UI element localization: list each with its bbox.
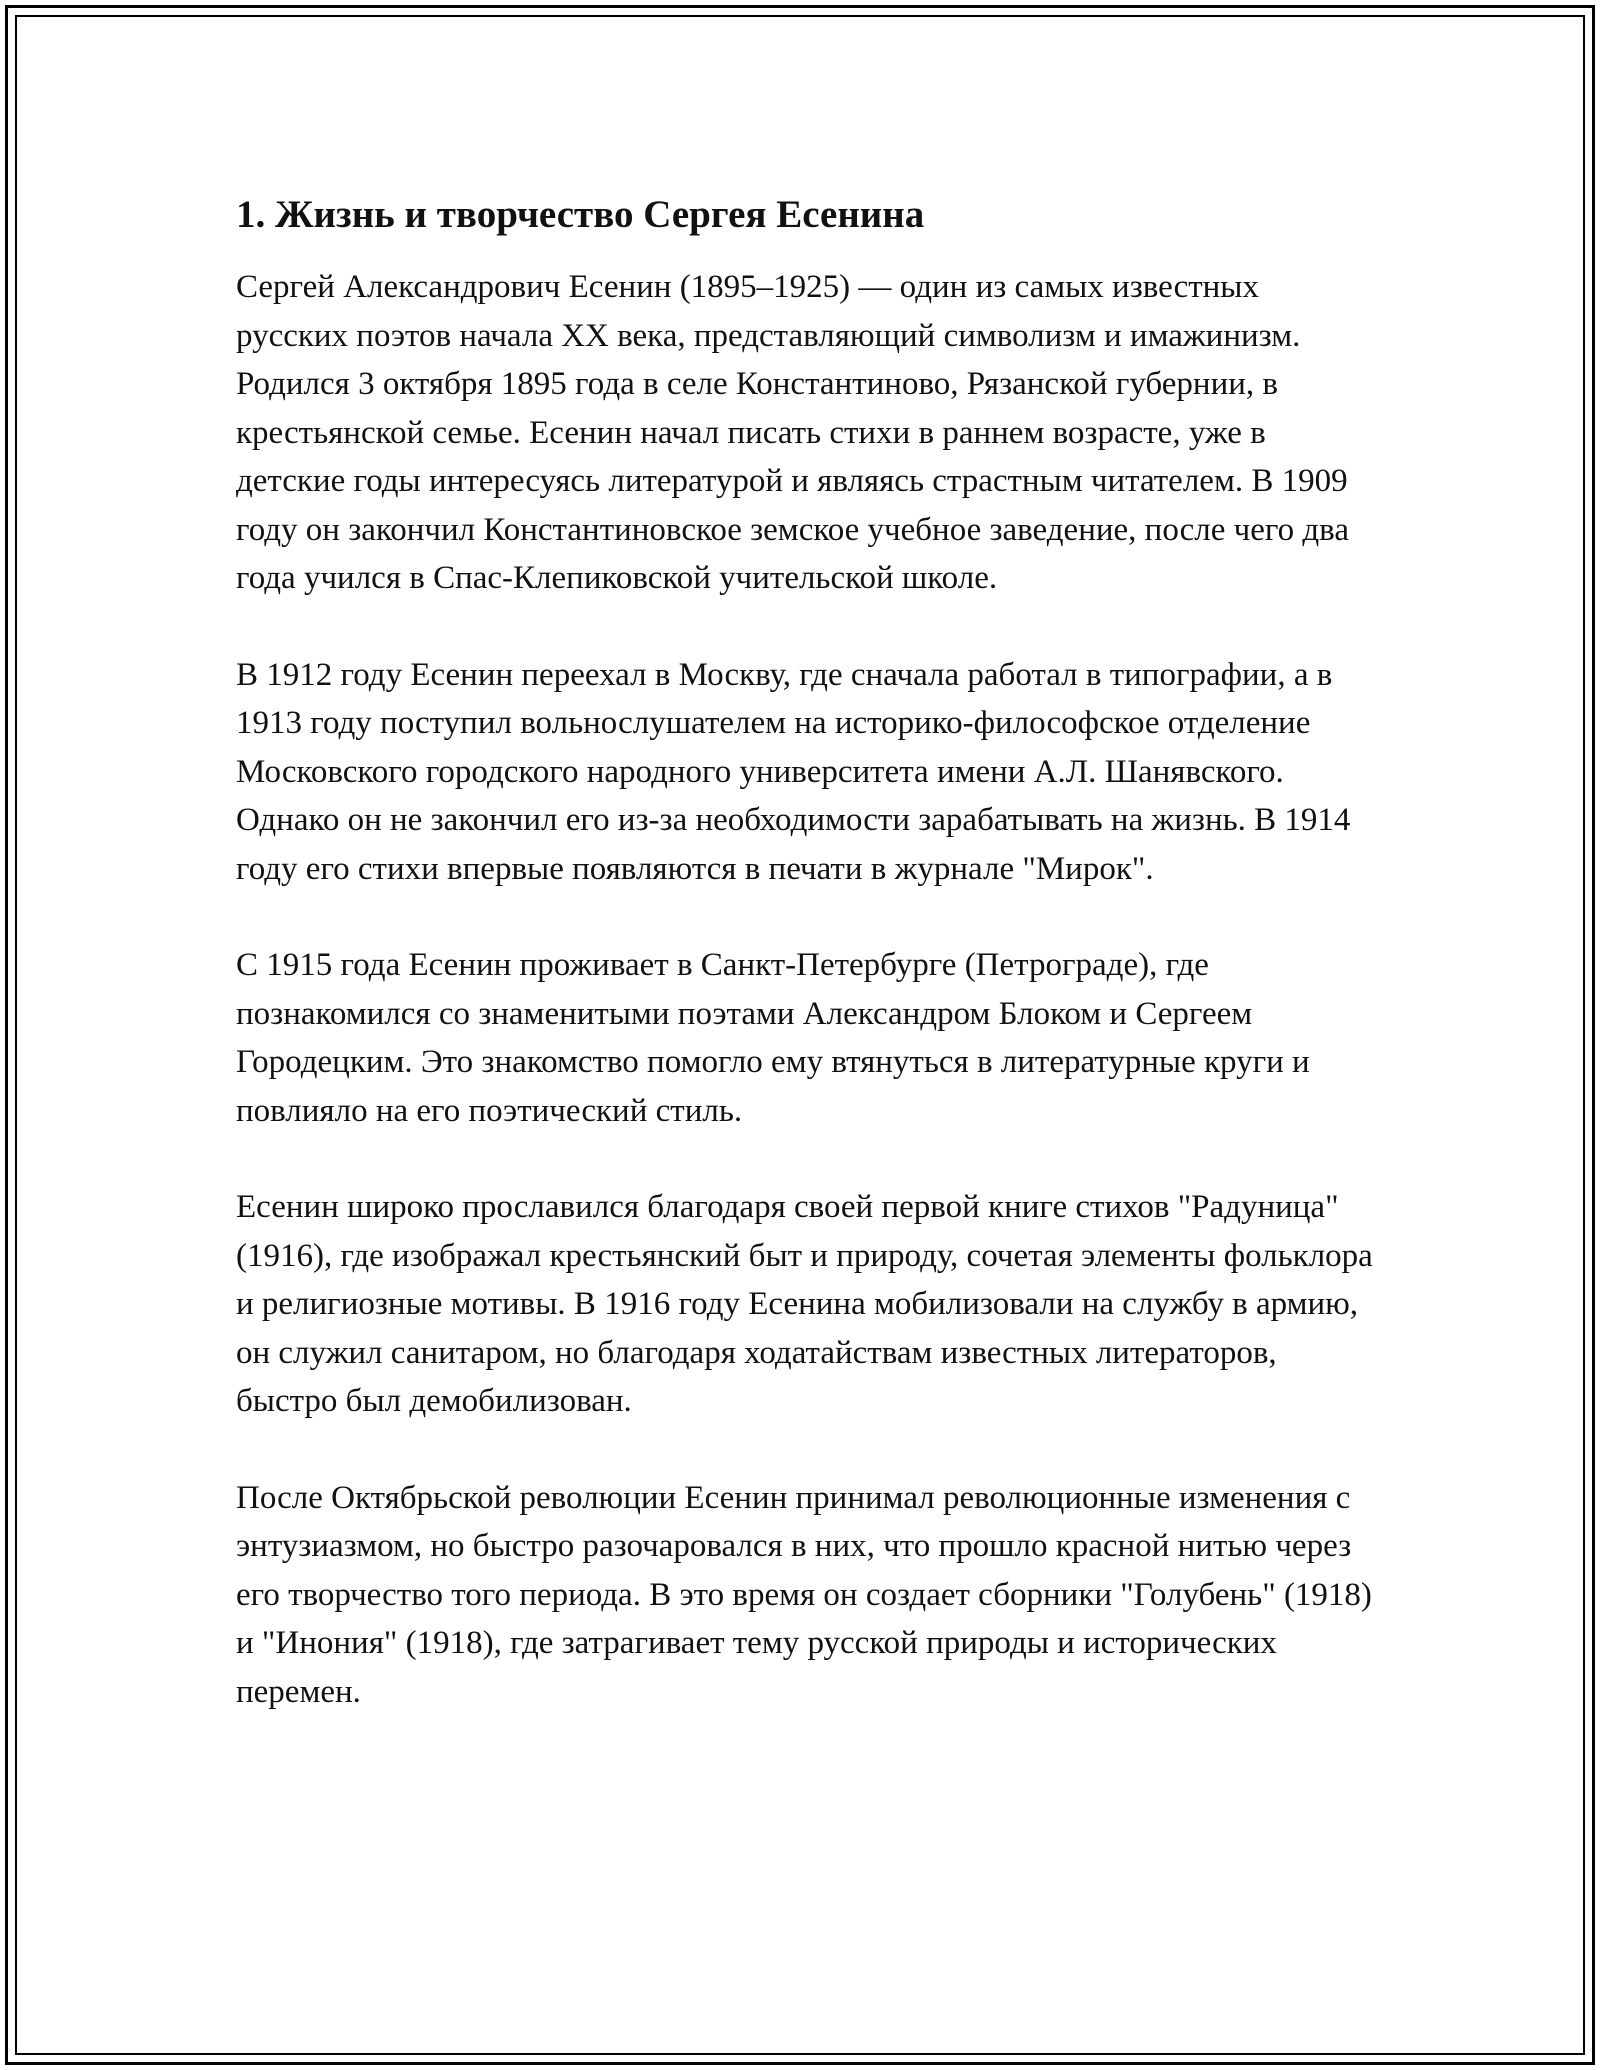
paragraph-revolution: После Октябрьской революции Есенин принимал революционные изменения с энтузиазмом, но быстро разочаровался в них, что прошло красной нитью через его творчество того периода. В это время он создает сборники "Голубень" (1918) и "Инония" (1918), где затрагивает тему русской природы и исторических перемен. [236,1479,1372,1710]
paragraph-moscow: В 1912 году Есенин переехал в Москву, где сначала работал в типографии, а в 1913 году поступил вольнослушателем на историко-философское отделение Московского городского народного университета имени А.Л. Шанявского. Однако он не закончил его из-за необходимости зарабатывать на жизнь. В 1914 году его стихи впервые появляются в печати в журнале "Мирок". [236,656,1351,887]
paragraph-early-life: Сергей Александрович Есенин (1895–1925) — один из самых известных русских поэтов начала XX века, представляющий символизм и имажинизм. Родился 3 октября 1895 года в селе Константиново, Рязанской губернии, в крестьянской семье. Есенин начал писать стихи в раннем возрасте, уже в детские годы интересуясь литературой и являясь страстным читателем. В 1909 году он закончил Константиновское земское учебное заведение, после чего два года учился в Спас-Клепиковской учительской школе. [236,269,1349,596]
paragraph-radunitsa: Есенин широко прославился благодаря своей первой книге стихов "Радуница" (1916), где изображал крестьянский быт и природу, сочетая элементы фольклора и религиозные мотивы. В 1916 году Есенина мобилизовали на службу в армию, он служил санитаром, но благодаря ходатайствам известных литераторов, быстро был демобилизован. [236,1189,1373,1419]
page-title: 1. Жизнь и творчество Сергея Есенина [236,193,925,236]
paragraph-petrograd: С 1915 года Есенин проживает в Санкт-Петербурге (Петрограде), где познакомился со знаменитыми поэтами Александром Блоком и Сергеем Городецким. Это знакомство помогло ему втянуться в литературные круги и повлияло на его поэтический стиль. [236,947,1310,1129]
document-body [236,188,1376,1764]
